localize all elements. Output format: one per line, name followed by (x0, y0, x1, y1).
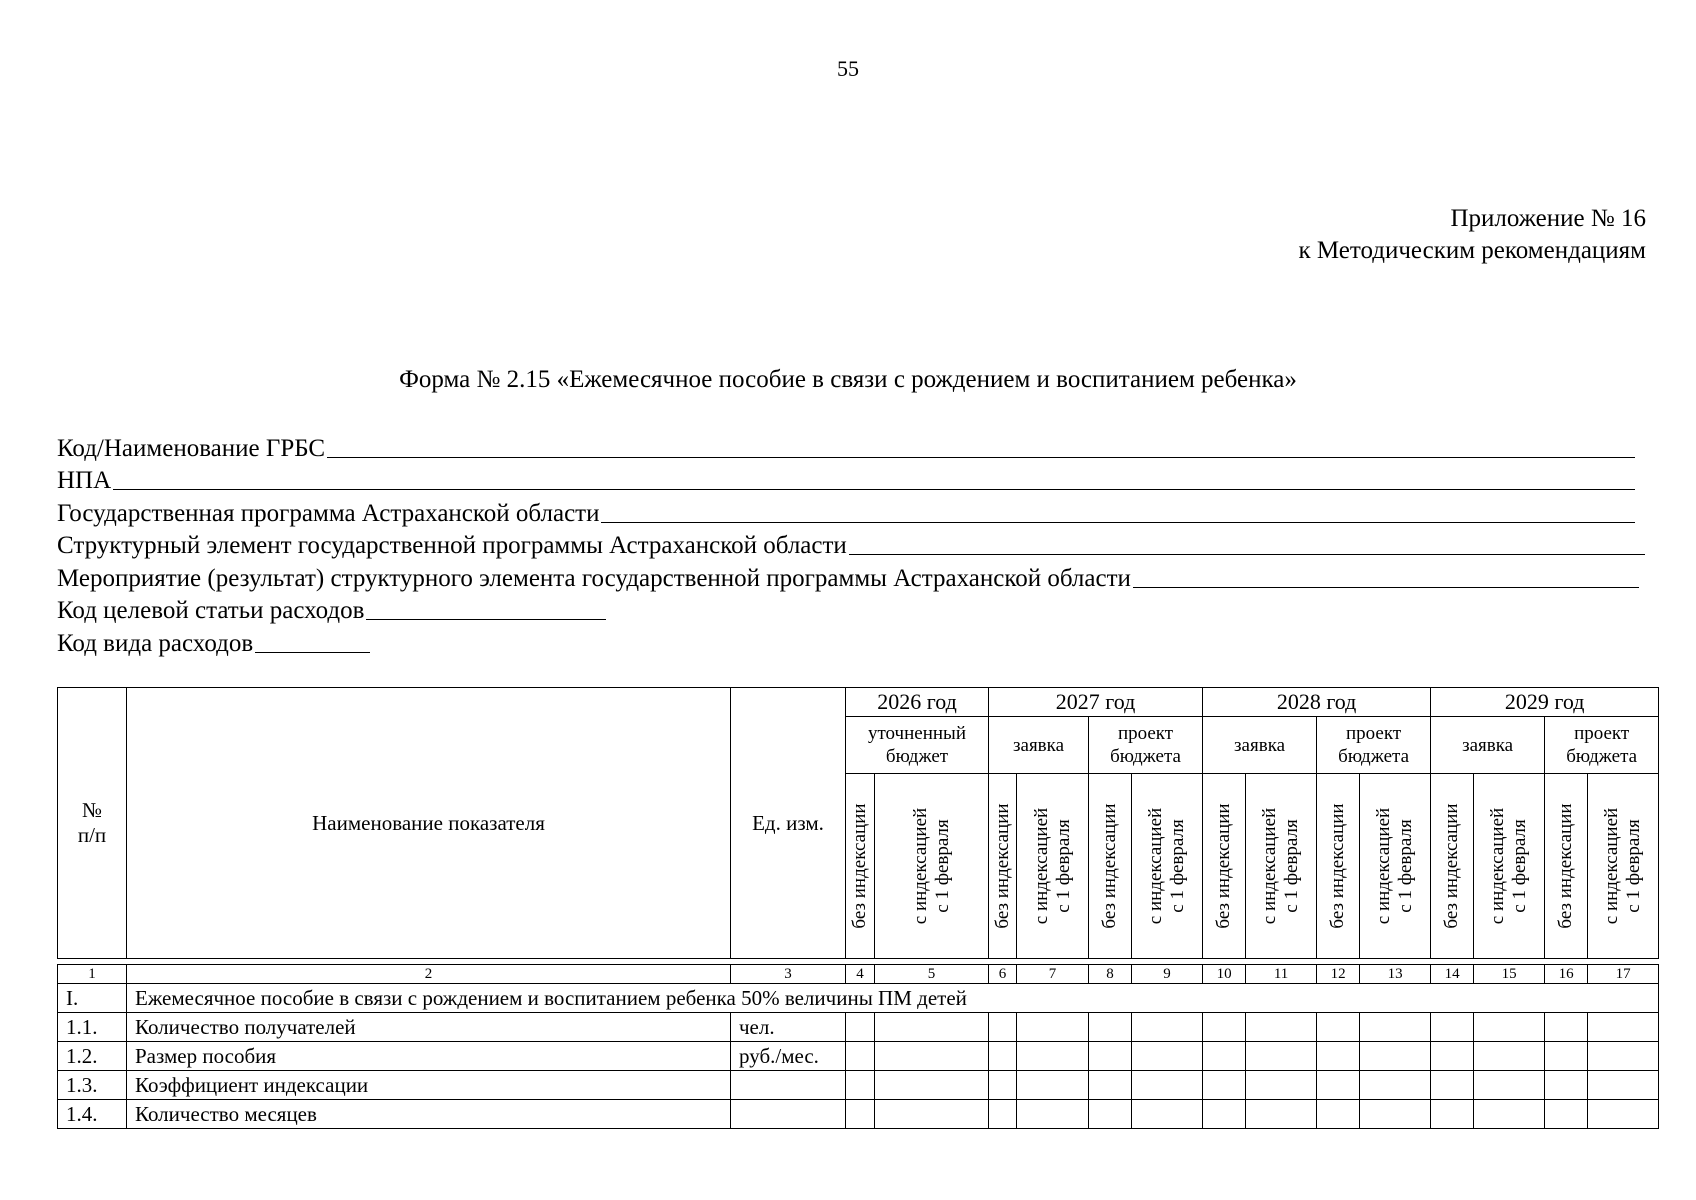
row-number: 1.3. (58, 1071, 127, 1100)
data-cell[interactable] (1246, 1042, 1317, 1071)
data-cell[interactable] (989, 1100, 1017, 1129)
header-no-index: без индексации (989, 774, 1017, 959)
data-cell[interactable] (1017, 1013, 1089, 1042)
column-number: 1 (58, 965, 127, 984)
column-number: 3 (731, 965, 846, 984)
header-project-2027: проект бюджета (1089, 717, 1203, 774)
data-cell[interactable] (1203, 1071, 1246, 1100)
row-indicator: Количество получателей (127, 1013, 731, 1042)
field-expense-type-code[interactable] (57, 625, 1647, 658)
data-cell[interactable] (1431, 1042, 1474, 1071)
field-label: Структурный элемент государственной программы Астраханской области (57, 532, 847, 559)
data-cell[interactable] (1089, 1100, 1132, 1129)
data-cell[interactable] (1431, 1013, 1474, 1042)
column-number: 11 (1246, 965, 1317, 984)
field-blank-line[interactable] (327, 457, 1635, 458)
header-no-index: без индексации (846, 774, 875, 959)
row-unit (731, 1100, 846, 1129)
page-number: 55 (837, 56, 859, 81)
section-row (58, 984, 1659, 1013)
data-cell[interactable] (875, 1042, 989, 1071)
data-cell[interactable] (1017, 1042, 1089, 1071)
data-cell[interactable] (1545, 1042, 1588, 1071)
data-cell[interactable] (1317, 1013, 1360, 1042)
column-number: 16 (1545, 965, 1588, 984)
appendix-title: Приложение № 16 (1450, 205, 1646, 232)
data-cell[interactable] (1089, 1013, 1132, 1042)
appendix-header (1298, 203, 1646, 267)
row-number: 1.4. (58, 1100, 127, 1129)
header-with-index: с индексацией с 1 февраля (1017, 774, 1089, 959)
data-cell[interactable] (846, 1013, 875, 1042)
row-indicator: Коэффициент индексации (127, 1071, 731, 1100)
data-cell[interactable] (1317, 1071, 1360, 1100)
table-row (58, 1100, 1659, 1129)
column-number: 6 (989, 965, 1017, 984)
field-state-program[interactable] (57, 495, 1647, 528)
data-cell[interactable] (1132, 1013, 1203, 1042)
data-cell[interactable] (1474, 1100, 1545, 1129)
data-cell[interactable] (1431, 1100, 1474, 1129)
field-blank-line[interactable] (601, 522, 1635, 523)
table-row (58, 1042, 1659, 1071)
row-unit (731, 1071, 846, 1100)
field-label: НПА (57, 467, 112, 494)
data-cell[interactable] (846, 1071, 875, 1100)
header-request-2028: заявка (1203, 717, 1317, 774)
field-structural-element[interactable] (57, 528, 1647, 561)
data-cell[interactable] (1588, 1071, 1659, 1100)
data-cell[interactable] (1017, 1100, 1089, 1129)
field-target-article-code[interactable] (57, 593, 1647, 626)
header-row-years (58, 688, 1659, 717)
header-year-2029: 2029 год (1431, 688, 1659, 717)
data-cell[interactable] (1317, 1100, 1360, 1129)
column-number: 2 (127, 965, 731, 984)
data-cell[interactable] (1132, 1042, 1203, 1071)
data-cell[interactable] (846, 1042, 875, 1071)
data-cell[interactable] (1089, 1042, 1132, 1071)
table-row (58, 1013, 1659, 1042)
data-cell[interactable] (989, 1042, 1017, 1071)
column-number: 4 (846, 965, 875, 984)
column-number: 14 (1431, 965, 1474, 984)
data-cell[interactable] (875, 1100, 989, 1129)
data-cell[interactable] (846, 1100, 875, 1129)
header-num: № п/п (58, 688, 127, 959)
data-cell[interactable] (1474, 1071, 1545, 1100)
header-with-index: с индексацией с 1 февраля (875, 774, 989, 959)
data-cell[interactable] (875, 1013, 989, 1042)
column-number: 10 (1203, 965, 1246, 984)
field-blank-line[interactable] (1133, 587, 1639, 588)
header-no-index: без индексации (1545, 774, 1588, 959)
field-label: Код целевой статьи расходов (57, 597, 365, 624)
table-row (58, 1071, 1659, 1100)
column-number: 13 (1360, 965, 1431, 984)
data-cell[interactable] (1545, 1071, 1588, 1100)
data-cell[interactable] (1246, 1013, 1317, 1042)
header-refined-budget: уточненный бюджет (846, 717, 989, 774)
form-fields (57, 430, 1647, 658)
header-year-2027: 2027 год (989, 688, 1203, 717)
data-cell[interactable] (1246, 1071, 1317, 1100)
data-cell[interactable] (1089, 1071, 1132, 1100)
data-cell[interactable] (1132, 1071, 1203, 1100)
data-cell[interactable] (1017, 1071, 1089, 1100)
column-number: 9 (1132, 965, 1203, 984)
data-cell[interactable] (1545, 1013, 1588, 1042)
header-with-index: с индексацией с 1 февраля (1588, 774, 1659, 959)
data-cell[interactable] (1203, 1013, 1246, 1042)
column-numbers-row (58, 965, 1659, 984)
field-blank-line[interactable] (255, 652, 370, 653)
field-label: Государственная программа Астраханской области (57, 499, 600, 527)
row-number: 1.2. (58, 1042, 127, 1071)
field-blank-line[interactable] (366, 619, 606, 620)
column-number: 5 (875, 965, 989, 984)
data-cell[interactable] (1360, 1042, 1431, 1071)
data-cell[interactable] (1132, 1100, 1203, 1129)
field-label: Код/Наименование ГРБС (57, 434, 326, 462)
field-activity[interactable] (57, 560, 1647, 593)
header-no-index: без индексации (1089, 774, 1132, 959)
column-number: 17 (1588, 965, 1659, 984)
header-request-2027: заявка (989, 717, 1089, 774)
data-cell[interactable] (1203, 1042, 1246, 1071)
data-cell[interactable] (1474, 1013, 1545, 1042)
data-cell[interactable] (989, 1071, 1017, 1100)
data-cell[interactable] (1360, 1013, 1431, 1042)
header-project-2029: проект бюджета (1545, 717, 1659, 774)
data-cell[interactable] (875, 1071, 989, 1100)
header-no-index: без индексации (1431, 774, 1474, 959)
column-number: 15 (1474, 965, 1545, 984)
field-label: Код вида расходов (57, 629, 254, 657)
header-no-index: без индексации (1203, 774, 1246, 959)
header-no-index: без индексации (1317, 774, 1360, 959)
data-cell[interactable] (1588, 1100, 1659, 1129)
row-indicator: Размер пособия (127, 1042, 731, 1071)
form-title: Форма № 2.15 «Ежемесячное пособие в связи с рождением и воспитанием ребенка» (399, 366, 1297, 393)
header-year-2026: 2026 год (846, 688, 989, 717)
header-with-index: с индексацией с 1 февраля (1132, 774, 1203, 959)
header-indicator-name: Наименование показателя (127, 688, 731, 959)
row-number: 1.1. (58, 1013, 127, 1042)
data-cell[interactable] (1246, 1100, 1317, 1129)
field-npa[interactable] (57, 463, 1647, 496)
data-cell[interactable] (1588, 1013, 1659, 1042)
data-cell[interactable] (1360, 1071, 1431, 1100)
header-unit: Ед. изм. (731, 688, 846, 959)
row-unit: руб./мес. (731, 1042, 846, 1071)
column-number: 8 (1089, 965, 1132, 984)
appendix-subtitle: к Методическим рекомендациям (1298, 237, 1646, 264)
column-number: 7 (1017, 965, 1089, 984)
header-with-index: с индексацией с 1 февраля (1474, 774, 1545, 959)
section-title: Ежемесячное пособие в связи с рождением и воспитанием ребенка 50% величины ПМ детей (127, 984, 1659, 1013)
data-cell[interactable] (1588, 1042, 1659, 1071)
indicator-table (57, 687, 1659, 1129)
data-cell[interactable] (1431, 1071, 1474, 1100)
row-unit: чел. (731, 1013, 846, 1042)
data-cell[interactable] (1474, 1042, 1545, 1071)
field-blank-line[interactable] (113, 489, 1635, 490)
header-request-2029: заявка (1431, 717, 1545, 774)
column-number: 12 (1317, 965, 1360, 984)
data-cell[interactable] (1545, 1100, 1588, 1129)
row-indicator: Количество месяцев (127, 1100, 731, 1129)
row-number: I. (58, 984, 127, 1013)
data-cell[interactable] (989, 1013, 1017, 1042)
header-year-2028: 2028 год (1203, 688, 1431, 717)
data-cell[interactable] (1360, 1100, 1431, 1129)
header-project-2028: проект бюджета (1317, 717, 1431, 774)
field-blank-line[interactable] (849, 554, 1645, 555)
data-cell[interactable] (1203, 1100, 1246, 1129)
header-with-index: с индексацией с 1 февраля (1360, 774, 1431, 959)
data-cell[interactable] (1317, 1042, 1360, 1071)
header-with-index: с индексацией с 1 февраля (1246, 774, 1317, 959)
field-label: Мероприятие (результат) структурного элемента государственной программы Астраханской области (57, 564, 1131, 592)
field-grbs[interactable] (57, 430, 1647, 463)
